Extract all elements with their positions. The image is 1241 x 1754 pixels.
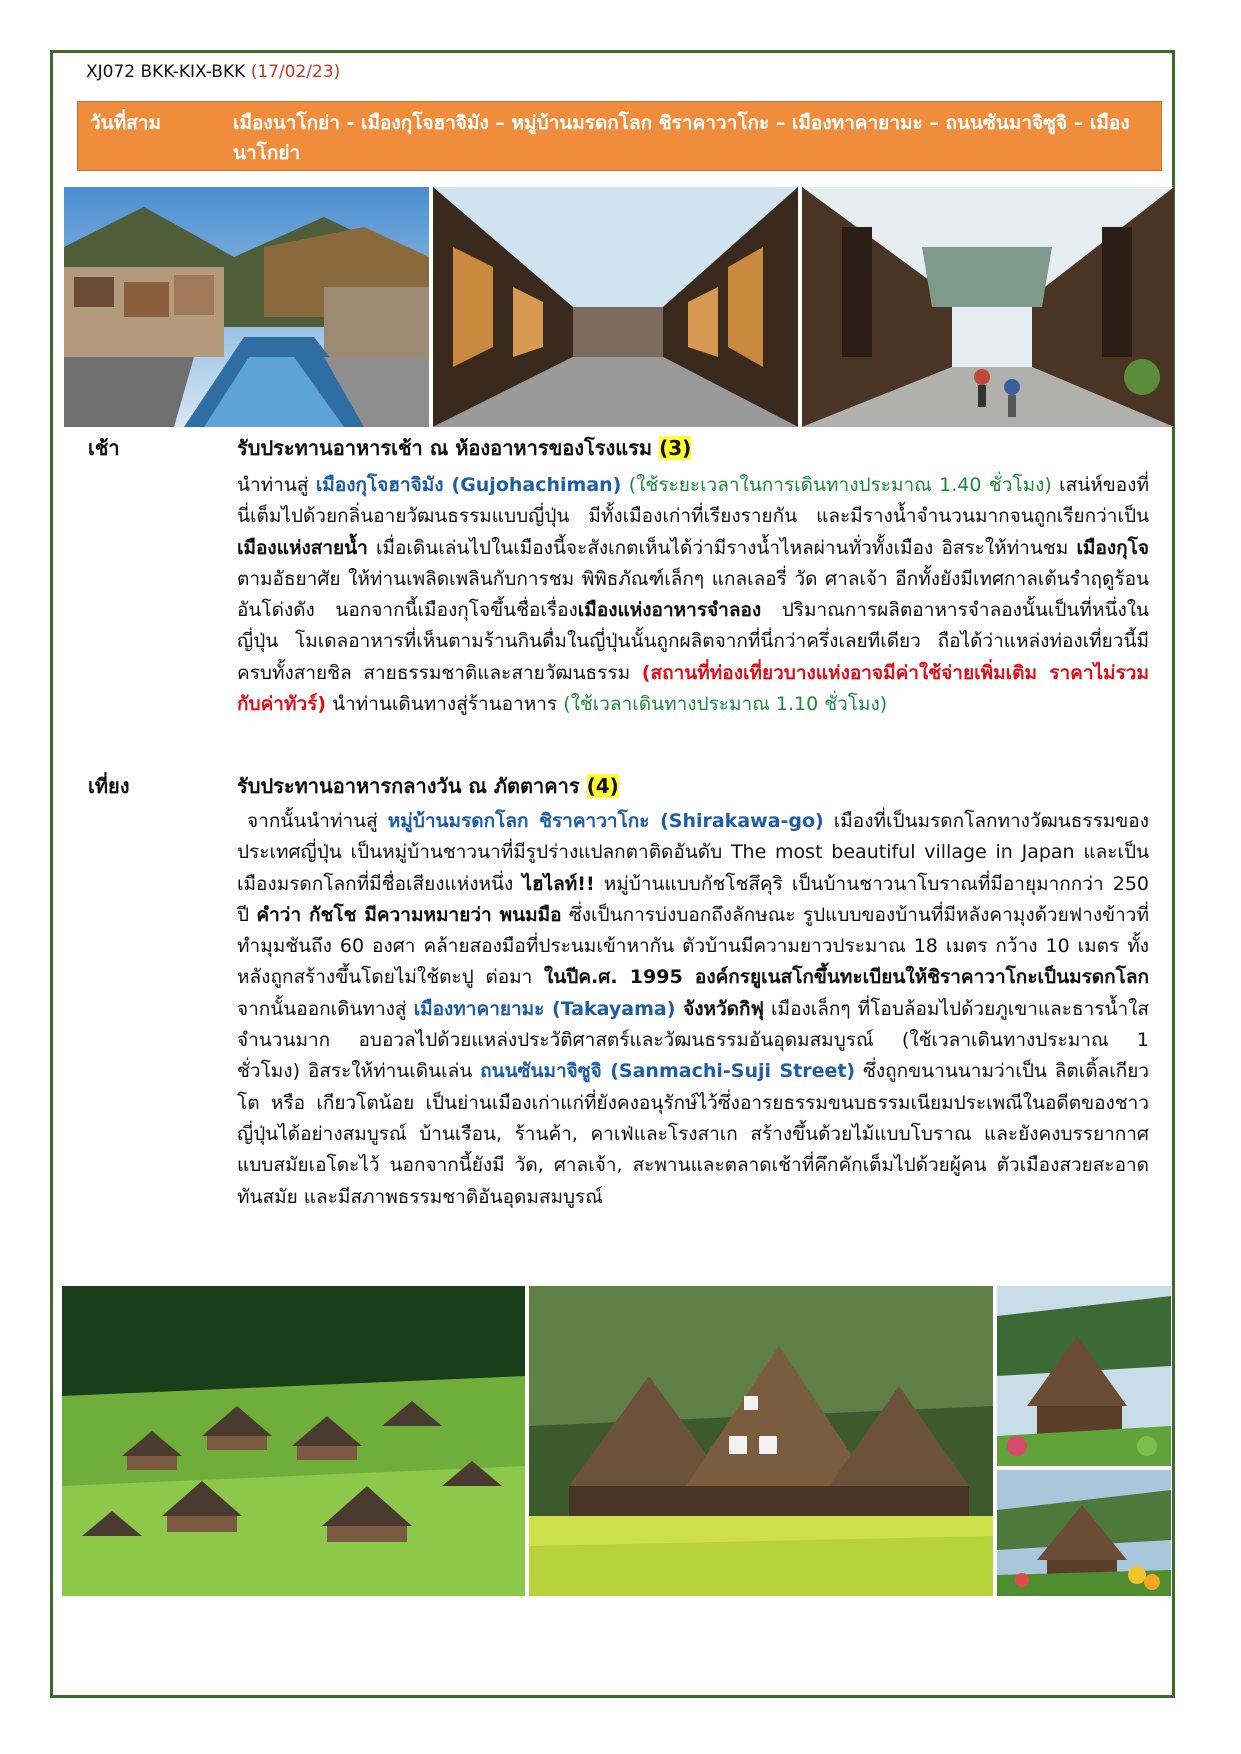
tour-date: (17/02/23) <box>250 62 341 82</box>
p2-place-sanmachi-suji: ถนนซันมาจิซูจิ (Sanmachi-Suji Street) <box>480 1060 856 1083</box>
p2-text-4: ซึ่งเป็นการบ่งบอกถึงลักษณะ รูปแบบของบ้านที่มีหลังคามุงด้วยฟางข้าวที่ทำมุมชันถึง 60 องศา คล้ายสองมือที่ประนมเข้าหากัน ตัวบ้านมีความยาวประมาณ 18 เมตร กว้าง 10 เมตร ทั้งหลังถูกสร้างขึ้นโดยไม่ใช้ตะปู ต่อมา <box>237 903 1149 989</box>
photo-sanmachi-street <box>802 187 1174 427</box>
breakfast-meal-code: (3) <box>659 436 692 460</box>
p1-bold-food-replica: เมืองแห่งอาหารจำลอง <box>577 599 762 622</box>
p2-bold-gifu: จังหวัดกิฟุ <box>675 997 764 1020</box>
day-route-title: เมืองนาโกย่า - เมืองกุโจฮาจิมัง – หมู่บ้านมรดกโลก ชิราคาวาโกะ – เมืองทาคายามะ – ถนนซันมาจิซูจิ – เมืองนาโกย่า <box>233 112 1130 164</box>
photo-gassho-house-garden <box>997 1286 1171 1466</box>
paragraph-gujohachiman <box>237 470 1149 720</box>
p1-bold-gujo: เมืองกุโจ <box>1076 536 1149 559</box>
p2-place-takayama: เมืองทาคายามะ (Takayama) <box>413 997 676 1020</box>
p1-bold-water-city: เมืองแห่งสายน้ำ <box>237 536 368 559</box>
p1-text-6: นำท่านเดินทางสู่ร้านอาหาร <box>326 693 564 716</box>
p1-travel-time-2: (ใช้เวลาเดินทางประมาณ 1.10 ชั่วโมง) <box>563 693 888 716</box>
photo-gassho-houses-rice-field <box>529 1286 993 1596</box>
breakfast-label: เช้า <box>88 436 120 460</box>
lunch-text <box>237 770 619 802</box>
p2-text-5: จากนั้นออกเดินทางสู่ <box>237 997 414 1020</box>
photo-shirakawago-village-aerial <box>62 1286 525 1596</box>
p1-place-gujohachiman: เมืองกุโจฮาจิมัง (Gujohachiman) <box>315 474 622 496</box>
photo-old-street-evening <box>433 187 798 427</box>
p1-text-3: เมื่อเดินเล่นไปในเมืองนี้จะสังเกตเห็นได้ว่ามีรางน้ำไหลผ่านทั่วทั้งเมือง อิสระให้ท่านชม <box>367 536 1077 559</box>
photo-gujo-river <box>64 187 429 427</box>
p2-text-7: ซึ่งถูกขนานนามว่าเป็น ลิตเติ้ลเกียวโต หรือ เกียวโตน้อย เป็นย่านเมืองเก่าแก่ที่ยังคงอนุรักษ์ไว้ซึ่งอารยธรรมขนบธรรมเนียมประเพณีในอดีตของชาวญี่ปุ่นได้อย่างสมบูรณ์ บ้านเรือน, ร้านค้า, คาเฟ่และโรงสาเก สร้างขึ้นด้วยไม้แบบโบราณ และยังคงบรรยากาศแบบสมัยเอโดะไว้ นอกจากนี้ยังมี วัด, ศาลเจ้า, สะพานและตลาดเช้าที่คึกคักเต็มไปด้วยผู้คน ตัวเมืองสวยสะอาด ทันสมัย และมีสภาพธรรมชาติอันอุดมสมบูรณ์ <box>237 1060 1149 1208</box>
p2-bold-gassho-meaning: คำว่า กัชโช มีความหมายว่า พนมมือ <box>256 903 562 926</box>
day-label: วันที่สาม <box>90 112 161 134</box>
paragraph-shirakawago-takayama <box>237 806 1149 1213</box>
p1-text-1: นำท่านสู่ <box>237 474 316 496</box>
breakfast-text <box>237 432 691 464</box>
p2-text-1: จากนั้นนำท่านสู่ <box>247 810 388 832</box>
p1-extra-cost-note: (สถานที่ท่องเที่ยวบางแห่งอาจมีค่าใช้จ่ายเพิ่มเติม ราคาไม่รวมกับค่าทัวร์) <box>237 661 1149 716</box>
p1-text-5: ปริมาณการผลิตอาหารจำลองนั้นเป็นที่หนึ่งในญี่ปุ่น โมเดลอาหารที่เห็นตามร้านกินดื่มในญี่ปุ่นนั้นถูกผลิตจากที่นี่กว่าครึ่งเลยทีเดียว ถือได้ว่าแหล่งท่องเที่ยวนี้มีครบทั้งสายชิล สายธรรมชาติและสายวัฒนธรรม <box>237 599 1149 684</box>
breakfast-description: รับประทานอาหารเช้า ณ ห้องอาหารของโรงแรม <box>237 436 653 460</box>
p2-bold-unesco: ในปีค.ศ. 1995 องค์กรยูเนสโกขึ้นทะเบียนให้ชิราคาวาโกะเป็นมรดกโลก <box>544 966 1149 989</box>
lunch-meal-code: (4) <box>586 774 619 798</box>
p2-text-6: เมืองเล็กๆ ที่โอบล้อมไปด้วยภูเขาและธารน้ำใสจำนวนมาก อบอวลไปด้วยแหล่งประวัติศาสตร์และวัฒนธรรมอันอุดมสมบูรณ์ (ใช้เวลาเดินทางประมาณ 1 ชั่วโมง) อิสระให้ท่านเดินเล่น <box>237 997 1149 1083</box>
p2-bold-highlight: ไฮไลท์!! <box>522 872 595 895</box>
lunch-label: เที่ยง <box>88 774 130 798</box>
lunch-description: รับประทานอาหารกลางวัน ณ ภัตตาคาร <box>237 774 580 798</box>
tour-code <box>86 62 340 82</box>
p1-text-4: ตามอัธยาศัย ให้ท่านเพลิดเพลินกับการชม พิพิธภัณฑ์เล็กๆ แกลเลอรี่ วัด ศาลเจ้า อีกทั้งยังมีเทศกาลเต้นรำฤดูร้อนอันโด่งดัง นอกจากนี้เมืองกุโจขึ้นชื่อเรื่อง <box>237 567 1149 622</box>
p2-text-2: เมืองที่เป็นมรดกโลกทางวัฒนธรรมของประเทศญี่ปุ่น เป็นหมู่บ้านชาวนาที่มีรูปร่างแปลกตาติดอันดับ The most beautiful village in Japan และเป็นเมืองมรดกโลกที่มีชื่อเสียงแห่งหนึ่ง <box>237 810 1149 895</box>
day-title-band <box>77 101 1162 171</box>
tour-code-text: XJ072 BKK-KIX-BKK <box>86 62 246 82</box>
photo-gassho-house-flowers <box>997 1470 1171 1596</box>
p1-travel-time-1: (ใช้ระยะเวลาในการเดินทางประมาณ 1.40 ชั่วโมง) <box>621 474 1052 496</box>
p2-place-shirakawago: หมู่บ้านมรดกโลก ชิราคาวาโกะ (Shirakawa-go) <box>387 810 824 832</box>
p1-text-2: เสน่ห์ของที่นี่เต็มไปด้วยกลิ่นอายวัฒนธรรมแบบญี่ปุ่น มีทั้งเมืองเก่าที่เรียงรายกัน และมีรางน้ำจำนวนมากจนถูกเรียกว่าเป็น <box>237 474 1149 528</box>
p2-text-3: หมู่บ้านแบบกัชโชสึคุริ เป็นบ้านชาวนาโบราณที่มีอายุมากกว่า 250 ปี <box>237 872 1149 926</box>
